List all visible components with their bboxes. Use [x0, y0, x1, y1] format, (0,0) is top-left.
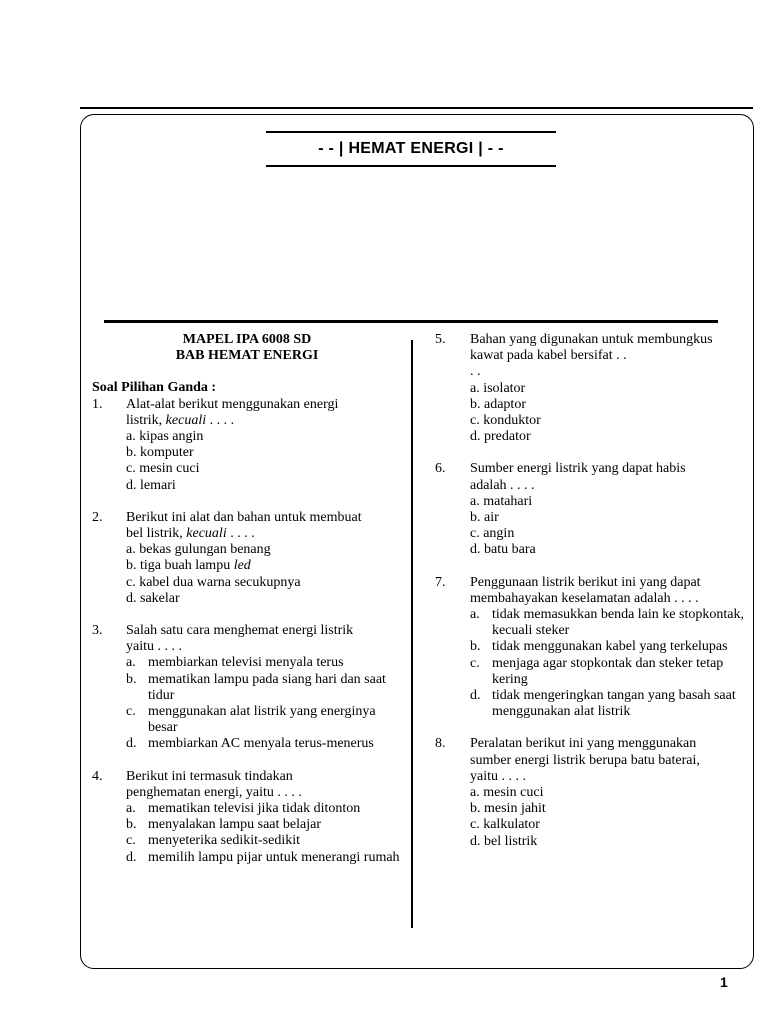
chapter-heading: BAB HEMAT ENERGI — [175, 348, 319, 364]
option-b: b. menyalakan lampu saat belajar — [126, 817, 321, 833]
question-text: bel listrik, kecuali . . . . — [126, 526, 255, 542]
option-a: a. mematikan televisi jika tidak ditonton — [126, 801, 361, 817]
question-text: membahayakan keselamatan adalah . . . . — [470, 590, 699, 606]
question-number: 5. — [435, 332, 446, 347]
question-text: . . — [470, 364, 481, 380]
option-a: a. bekas gulungan benang — [126, 542, 271, 558]
question-3 — [92, 623, 402, 753]
option-c: c. angin — [470, 526, 515, 542]
option-d: d. tidak mengeringkan tangan yang basah saat menggunakan alat listrik — [470, 688, 736, 720]
option-d: d. memilih lampu pijar untuk menerangi rumah — [126, 849, 400, 865]
question-text: yaitu . . . . — [470, 768, 526, 784]
option-b: b. adaptor — [470, 396, 526, 412]
option-b: b. mematikan lampu pada siang hari dan saat tidur — [126, 671, 386, 703]
page-number: 1 — [720, 974, 728, 990]
top-rule — [80, 107, 753, 109]
option-c: c. kalkulator — [470, 817, 540, 833]
question-6 — [428, 461, 748, 558]
question-text: Berikut ini termasuk tindakan — [126, 768, 293, 784]
question-4 — [92, 769, 402, 866]
question-text: listrik, kecuali . . . . — [126, 412, 235, 428]
option-c: c. mesin cuci — [126, 461, 200, 477]
option-b: b. mesin jahit — [470, 801, 546, 817]
option-a: a. matahari — [470, 493, 533, 509]
question-text: kawat pada kabel bersifat . . — [470, 348, 627, 364]
page-title: - - | HEMAT ENERGI | - - — [266, 131, 556, 167]
right-column — [428, 332, 748, 850]
question-1 — [92, 397, 402, 494]
question-7 — [428, 575, 748, 721]
option-c: c. konduktor — [470, 413, 541, 429]
option-d: d. lemari — [126, 477, 176, 493]
option-d: d. sakelar — [126, 590, 180, 606]
section-heading: Soal Pilihan Ganda : — [92, 380, 217, 396]
option-b: b. komputer — [126, 445, 194, 461]
option-a: a. isolator — [470, 380, 526, 396]
question-text: Salah satu cara menghemat energi listrik — [126, 623, 354, 639]
question-text: adalah . . . . — [470, 477, 535, 493]
question-number: 1. — [92, 396, 103, 412]
option-a: a. mesin cuci — [470, 785, 544, 801]
question-text: Peralatan berikut ini yang menggunakan — [470, 736, 697, 752]
question-text: Alat-alat berikut menggunakan energi — [126, 396, 339, 412]
option-b: b. tiga buah lampu led — [126, 558, 251, 574]
option-c: c. kabel dua warna secukupnya — [126, 574, 301, 590]
option-c: c. menggunakan alat listrik yang energinya besar — [126, 704, 376, 736]
option-d: d. membiarkan AC menyala terus-menerus — [126, 736, 374, 752]
question-number: 4. — [92, 768, 103, 784]
question-text: penghematan energi, yaitu . . . . — [126, 784, 302, 800]
question-text: Sumber energi listrik yang dapat habis — [470, 461, 686, 477]
question-text: Penggunaan listrik berikut ini yang dapat — [470, 574, 701, 590]
question-number: 8. — [435, 736, 446, 752]
question-number: 6. — [435, 461, 446, 477]
question-text: yaitu . . . . — [126, 639, 182, 655]
question-8 — [428, 736, 748, 849]
question-2 — [92, 510, 402, 607]
question-text: Berikut ini alat dan bahan untuk membuat — [126, 509, 362, 525]
question-number: 7. — [435, 574, 446, 590]
option-c: c. menyeterika sedikit-sedikit — [126, 833, 301, 849]
question-5 — [428, 332, 748, 445]
question-text: sumber energi listrik berupa batu baterai, — [470, 752, 700, 768]
option-c: c. menjaga agar stopkontak dan steker tetap kering — [470, 655, 724, 687]
option-a: a. tidak memasukkan benda lain ke stopkontak, kecuali steker — [470, 607, 744, 639]
question-number: 3. — [92, 623, 103, 639]
option-d: d. predator — [470, 429, 531, 445]
question-number: 2. — [92, 509, 103, 525]
question-text: Bahan yang digunakan untuk membungkus — [470, 332, 713, 347]
left-column — [92, 332, 402, 866]
option-b: b. tidak menggunakan kabel yang terkelupas — [470, 639, 728, 655]
subject-heading: MAPEL IPA 6008 SD — [182, 332, 312, 347]
section-divider — [104, 320, 718, 323]
option-d: d. bel listrik — [470, 833, 538, 849]
option-a: a. kipas angin — [126, 429, 204, 445]
column-divider — [411, 340, 413, 928]
option-b: b. air — [470, 510, 499, 526]
option-a: a. membiarkan televisi menyala terus — [126, 655, 344, 671]
option-d: d. batu bara — [470, 542, 536, 558]
